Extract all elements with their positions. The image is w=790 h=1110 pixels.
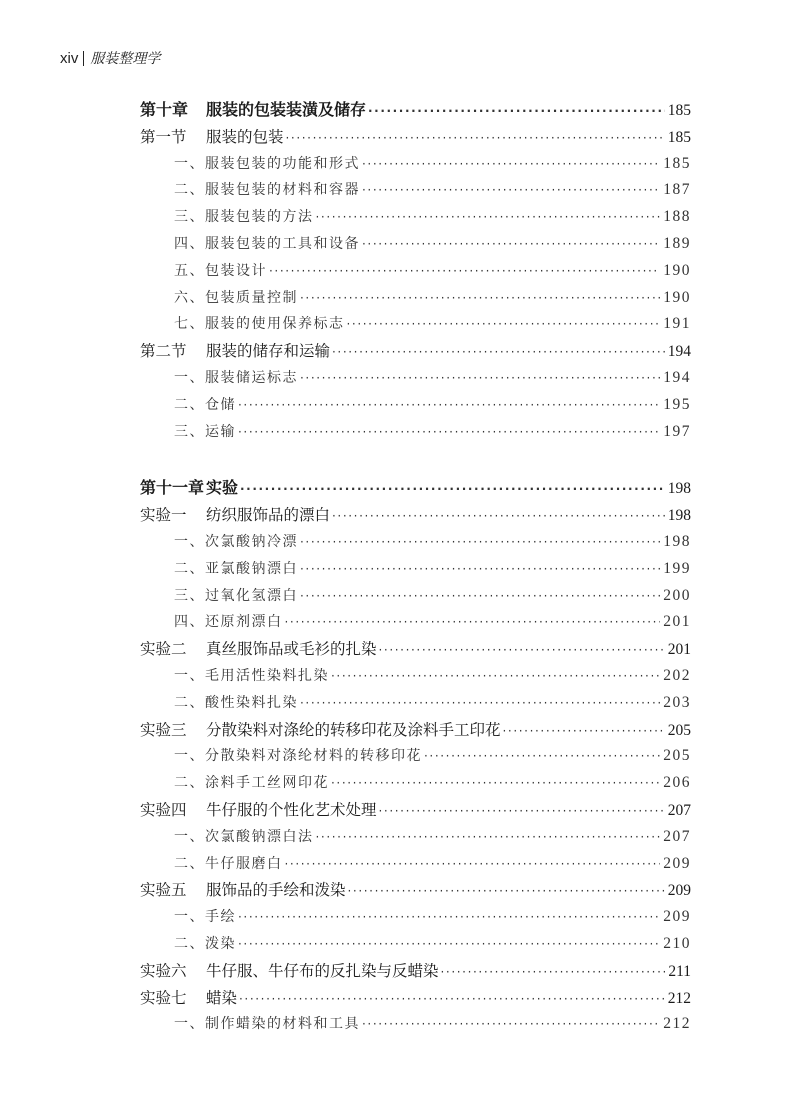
toc-entry-page: 209 <box>663 908 691 926</box>
toc-entry-label <box>174 285 298 312</box>
toc-entry-label <box>140 97 366 124</box>
section-gap <box>140 445 691 475</box>
toc-entry-label <box>174 177 360 204</box>
toc-entry[interactable] <box>140 931 691 958</box>
book-title: 服装整理学 <box>90 51 161 67</box>
toc-entry-title: 二、酸性染料扎染 <box>174 694 298 711</box>
toc-entry-page: 189 <box>663 234 691 252</box>
toc-entry-label <box>174 556 298 583</box>
dot-leader <box>331 663 660 690</box>
toc-entry-title: 一、手绘 <box>174 909 236 926</box>
toc-entry[interactable] <box>140 151 691 178</box>
toc-entry-title: 一、次氯酸钠漂白法 <box>174 828 314 845</box>
toc-entry-page: 207 <box>667 801 691 819</box>
toc-entry-title: 二、亚氯酸钠漂白 <box>174 560 298 577</box>
toc-entry-label <box>174 904 236 931</box>
toc-entry[interactable] <box>140 851 691 878</box>
toc-entry-page: 209 <box>667 882 691 900</box>
toc-entry[interactable] <box>140 124 691 151</box>
toc-entry-label <box>140 717 501 744</box>
toc-entry-title: 三、运输 <box>174 423 236 440</box>
toc-entry-number: 第十章 <box>140 100 189 119</box>
toc-entry-label <box>174 583 298 610</box>
dot-leader <box>316 824 661 851</box>
dot-leader <box>238 392 660 419</box>
dot-leader <box>331 770 660 797</box>
toc-entry-page: 201 <box>667 641 691 659</box>
toc-entry[interactable] <box>140 958 691 985</box>
dot-leader <box>332 339 665 365</box>
toc-entry[interactable] <box>140 877 691 904</box>
toc-entry-title: 一、服装包装的功能和形式 <box>174 155 360 172</box>
toc-entry-label <box>174 419 236 446</box>
dot-leader <box>286 125 665 151</box>
toc-entry[interactable] <box>140 556 691 583</box>
toc-entry-label <box>140 502 330 529</box>
toc-entry-title: 二、仓储 <box>174 396 236 413</box>
toc-entry-number: 第二节 <box>140 342 187 361</box>
toc-entry-label <box>174 151 360 178</box>
toc-entry-number: 实验六 <box>140 961 187 980</box>
dot-leader <box>362 1011 660 1038</box>
toc-entry-title: 二、服装包装的材料和容器 <box>174 182 360 199</box>
toc-group-chapter-11 <box>140 475 691 1038</box>
toc-entry-page: 194 <box>663 368 691 386</box>
toc-entry[interactable] <box>140 177 691 204</box>
toc-entry-page: 195 <box>663 395 691 413</box>
dot-leader <box>238 904 660 931</box>
toc-entry-page: 210 <box>663 934 691 952</box>
toc-entry-label <box>174 204 314 231</box>
toc-entry[interactable] <box>140 717 691 744</box>
toc-entry-title: 服装的储存和运输 <box>206 342 331 361</box>
toc-entry[interactable] <box>140 797 691 824</box>
dot-leader <box>362 231 660 258</box>
toc-entry-label <box>174 931 236 958</box>
toc-entry-page: 205 <box>663 747 691 765</box>
dot-leader <box>332 503 665 529</box>
page-number: xiv <box>60 49 79 67</box>
toc-entry-page: 188 <box>663 208 691 226</box>
dot-leader <box>239 986 665 1012</box>
toc-entry-title: 服装的包装 <box>206 127 284 146</box>
toc-entry-label <box>140 338 330 365</box>
toc-entry-page: 190 <box>663 288 691 306</box>
toc-entry[interactable] <box>140 985 691 1012</box>
dot-leader <box>269 258 660 285</box>
toc-entry-title: 实验 <box>206 478 239 498</box>
toc-entry[interactable] <box>140 97 691 124</box>
toc-entry-page: 211 <box>668 962 691 980</box>
toc-entry-label <box>140 475 238 502</box>
toc-entry-label <box>174 824 314 851</box>
toc-entry-title: 五、包装设计 <box>174 262 267 279</box>
toc-entry-label <box>174 231 360 258</box>
toc-entry-title: 服装的包装装潢及储存 <box>206 100 367 119</box>
toc-entry-label <box>140 958 439 985</box>
toc-entry-title: 牛仔服的个性化艺术处理 <box>206 800 377 819</box>
toc-entry-title: 分散染料对涤纶的转移印花及涂料手工印花 <box>206 720 501 739</box>
dot-leader <box>240 476 665 502</box>
toc-entry-page: 185 <box>667 102 691 119</box>
toc-entry[interactable] <box>140 743 691 770</box>
toc-entry-page: 197 <box>663 422 691 440</box>
dot-leader <box>300 365 660 392</box>
dot-leader <box>285 851 661 878</box>
toc-entry[interactable] <box>140 392 691 419</box>
toc-entry[interactable] <box>140 285 691 312</box>
dot-leader <box>348 878 665 904</box>
toc-entry-page: 190 <box>663 261 691 279</box>
toc-entry[interactable] <box>140 904 691 931</box>
running-header <box>60 48 160 68</box>
toc-entry[interactable] <box>140 663 691 690</box>
toc-entry-page: 201 <box>663 613 691 631</box>
toc-entry-page: 199 <box>663 559 691 577</box>
toc-entry-label <box>174 365 298 392</box>
dot-leader <box>379 798 665 824</box>
toc-entry-title: 一、制作蜡染的材料和工具 <box>174 1016 360 1033</box>
toc-entry-page: 187 <box>663 181 691 199</box>
toc-entry-label <box>140 797 377 824</box>
toc-entry[interactable] <box>140 770 691 797</box>
toc-entry-label <box>174 743 422 770</box>
toc-entry-page: 202 <box>663 666 691 684</box>
dot-leader <box>362 177 660 204</box>
toc-entry-page: 205 <box>667 721 691 739</box>
toc-entry-title: 一、服装储运标志 <box>174 369 298 386</box>
toc-entry-title: 七、服装的使用保养标志 <box>174 316 345 333</box>
toc-entry-title: 二、涂料手工丝网印花 <box>174 775 329 792</box>
dot-leader <box>441 959 666 985</box>
toc-entry-label <box>174 311 345 338</box>
toc-entry-label <box>140 636 377 663</box>
dot-leader <box>316 204 661 231</box>
dot-leader <box>238 419 660 446</box>
toc-entry-label <box>174 258 267 285</box>
toc-entry-title: 真丝服饰品或毛衫的扎染 <box>206 640 377 659</box>
toc-entry-page: 212 <box>663 1015 691 1033</box>
toc-entry-label <box>174 770 329 797</box>
toc-entry-number: 实验一 <box>140 506 187 525</box>
dot-leader <box>368 98 665 124</box>
toc-entry-page: 194 <box>667 343 691 361</box>
toc-entry[interactable] <box>140 475 691 502</box>
toc-entry-page: 185 <box>663 154 691 172</box>
toc-entry-label <box>140 124 284 151</box>
toc-entry-page: 203 <box>663 693 691 711</box>
toc-entry-page: 185 <box>667 128 691 146</box>
toc-entry-number: 实验五 <box>140 881 187 900</box>
dot-leader <box>300 583 660 610</box>
toc-entry-page: 206 <box>663 774 691 792</box>
dot-leader <box>379 637 665 663</box>
toc-group-chapter-10 <box>140 97 691 445</box>
toc-entry-title: 一、毛用活性染料扎染 <box>174 667 329 684</box>
toc-entry-title: 四、服装包装的工具和设备 <box>174 235 360 252</box>
toc-entry-number: 第十一章 <box>140 478 205 498</box>
toc-entry-label <box>174 851 283 878</box>
toc-entry-page: 212 <box>667 989 691 1007</box>
toc-entry[interactable] <box>140 502 691 529</box>
table-of-contents <box>140 97 691 1038</box>
toc-entry-title: 蜡染 <box>206 988 238 1007</box>
toc-entry-label <box>140 985 237 1012</box>
dot-leader <box>285 609 661 636</box>
dot-leader <box>503 718 665 744</box>
toc-entry-title: 二、泼染 <box>174 935 236 952</box>
dot-leader <box>238 931 660 958</box>
dot-leader <box>300 690 660 717</box>
toc-entry-page: 209 <box>663 854 691 872</box>
toc-entry-title: 牛仔服、牛仔布的反扎染与反蜡染 <box>206 961 439 980</box>
toc-entry-title: 二、牛仔服磨白 <box>174 855 283 872</box>
toc-entry[interactable] <box>140 258 691 285</box>
toc-entry-number: 第一节 <box>140 127 187 146</box>
dot-leader <box>362 151 660 178</box>
toc-entry-page: 198 <box>663 532 691 550</box>
toc-entry[interactable] <box>140 204 691 231</box>
toc-entry[interactable] <box>140 338 691 365</box>
toc-entry[interactable] <box>140 609 691 636</box>
toc-entry-label <box>174 690 298 717</box>
toc-entry-page: 191 <box>663 315 691 333</box>
toc-entry[interactable] <box>140 529 691 556</box>
toc-entry[interactable] <box>140 419 691 446</box>
toc-entry-title: 一、次氯酸钠冷漂 <box>174 533 298 550</box>
toc-entry-page: 198 <box>667 480 691 498</box>
toc-entry[interactable] <box>140 636 691 663</box>
toc-entry-number: 实验三 <box>140 720 187 739</box>
toc-entry[interactable] <box>140 365 691 392</box>
toc-entry[interactable] <box>140 311 691 338</box>
toc-entry-page: 198 <box>667 507 691 525</box>
toc-entry-label <box>174 529 298 556</box>
dot-leader <box>347 311 661 338</box>
toc-entry-label <box>174 1011 360 1038</box>
toc-entry[interactable] <box>140 231 691 258</box>
toc-entry-label <box>174 609 283 636</box>
toc-entry-title: 服饰品的手绘和泼染 <box>206 881 346 900</box>
toc-entry-title: 纺织服饰品的漂白 <box>206 506 331 525</box>
toc-entry-number: 实验四 <box>140 800 187 819</box>
toc-entry-page: 207 <box>663 827 691 845</box>
toc-entry-title: 三、过氧化氢漂白 <box>174 587 298 604</box>
toc-entry-title: 六、包装质量控制 <box>174 289 298 306</box>
toc-entry[interactable] <box>140 824 691 851</box>
toc-entry-title: 三、服装包装的方法 <box>174 209 314 226</box>
toc-entry[interactable] <box>140 690 691 717</box>
dot-leader <box>300 556 660 583</box>
dot-leader <box>300 529 660 556</box>
toc-entry-label <box>140 877 346 904</box>
toc-entry[interactable] <box>140 583 691 610</box>
toc-entry-title: 一、分散染料对涤纶材料的转移印花 <box>174 748 422 765</box>
toc-entry-number: 实验二 <box>140 640 187 659</box>
toc-entry-title: 四、还原剂漂白 <box>174 614 283 631</box>
dot-leader <box>424 743 660 770</box>
dot-leader <box>300 285 660 312</box>
toc-entry-label <box>174 663 329 690</box>
toc-entry-label <box>174 392 236 419</box>
toc-entry[interactable] <box>140 1011 691 1038</box>
toc-entry-number: 实验七 <box>140 988 187 1007</box>
header-divider <box>83 51 84 66</box>
toc-entry-page: 200 <box>663 586 691 604</box>
